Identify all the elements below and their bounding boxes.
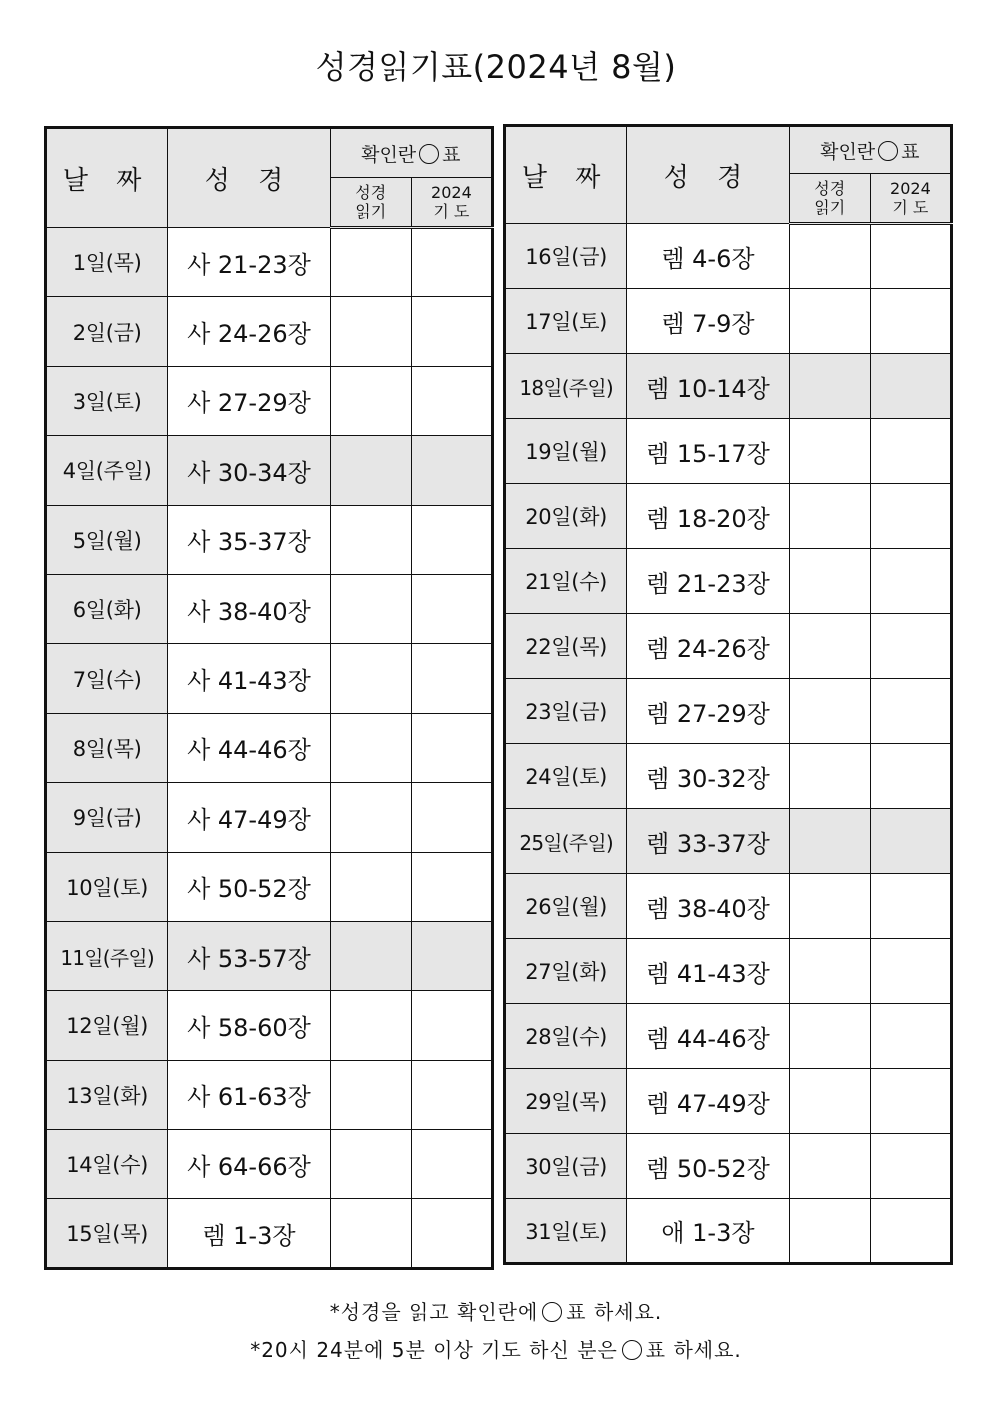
scripture-cell: 사 53-57장 — [168, 921, 330, 990]
reading-row — [46, 1060, 493, 1129]
reading-row — [505, 354, 952, 419]
reading-row — [505, 1004, 952, 1069]
prayer-check-box[interactable] — [411, 228, 492, 297]
reading-row — [46, 1130, 493, 1199]
header-prayer — [870, 174, 951, 224]
reading-check-box[interactable] — [330, 644, 411, 713]
prayer-check-box[interactable] — [411, 436, 492, 505]
instructions — [0, 1296, 992, 1372]
date-cell: 5일(월) — [46, 505, 168, 574]
scripture-cell: 사 35-37장 — [168, 505, 330, 574]
reading-row — [46, 297, 493, 366]
note-1-text: *성경을 읽고 확인란에 — [329, 1300, 539, 1324]
date-cell: 12일(월) — [46, 991, 168, 1060]
scripture-cell: 애 1-3장 — [627, 1199, 789, 1264]
date-cell: 17일(토) — [505, 289, 627, 354]
header-pray-line1: 2024 — [890, 179, 931, 198]
reading-row — [46, 228, 493, 297]
scripture-cell: 렘 38-40장 — [627, 874, 789, 939]
note-line-1 — [0, 1296, 992, 1334]
header-prayer — [411, 178, 492, 228]
reading-check-box[interactable] — [330, 1199, 411, 1268]
reading-check-box[interactable] — [789, 224, 870, 289]
reading-row — [505, 1069, 952, 1134]
header-scripture: 성 경 — [168, 128, 330, 228]
scripture-cell: 렘 41-43장 — [627, 939, 789, 1004]
date-cell: 4일(주일) — [46, 436, 168, 505]
header-read-line2: 읽기 — [355, 202, 387, 221]
date-cell: 21일(수) — [505, 549, 627, 614]
reading-row — [46, 852, 493, 921]
confirm-label: 확인란 — [361, 143, 417, 166]
date-cell: 13일(화) — [46, 1060, 168, 1129]
circle-mark-icon — [878, 141, 898, 161]
scripture-cell: 렘 33-37장 — [627, 809, 789, 874]
prayer-check-box[interactable] — [870, 354, 951, 419]
reading-row — [505, 874, 952, 939]
date-cell: 23일(금) — [505, 679, 627, 744]
reading-row — [505, 809, 952, 874]
date-cell: 28일(수) — [505, 1004, 627, 1069]
reading-check-box[interactable] — [330, 921, 411, 990]
scripture-cell: 렘 1-3장 — [168, 1199, 330, 1268]
header-pray-line2: 기 도 — [433, 202, 470, 221]
prayer-check-box[interactable] — [870, 549, 951, 614]
scripture-cell: 사 44-46장 — [168, 713, 330, 782]
date-cell: 22일(목) — [505, 614, 627, 679]
reading-check-box[interactable] — [789, 1069, 870, 1134]
date-cell: 11일(주일) — [46, 921, 168, 990]
reading-row — [46, 991, 493, 1060]
date-cell: 6일(화) — [46, 574, 168, 643]
scripture-cell: 렘 7-9장 — [627, 289, 789, 354]
date-cell: 30일(금) — [505, 1134, 627, 1199]
date-cell: 7일(수) — [46, 644, 168, 713]
circle-mark-icon — [542, 1302, 562, 1322]
reading-row — [46, 921, 493, 990]
prayer-check-box[interactable] — [870, 744, 951, 809]
reading-check-box[interactable] — [330, 366, 411, 435]
reading-row — [505, 939, 952, 1004]
reading-row — [46, 644, 493, 713]
date-cell: 16일(금) — [505, 224, 627, 289]
reading-row — [505, 549, 952, 614]
reading-check-box[interactable] — [330, 228, 411, 297]
prayer-check-box[interactable] — [870, 939, 951, 1004]
reading-row — [46, 505, 493, 574]
scripture-cell: 사 64-66장 — [168, 1130, 330, 1199]
page-title: 성경읽기표(2024년 8월) — [315, 48, 677, 86]
scripture-cell: 렘 21-23장 — [627, 549, 789, 614]
circle-mark-icon — [419, 144, 439, 164]
prayer-check-box[interactable] — [411, 574, 492, 643]
reading-check-box[interactable] — [330, 1060, 411, 1129]
prayer-check-box[interactable] — [411, 366, 492, 435]
reading-row — [505, 1134, 952, 1199]
reading-check-box[interactable] — [330, 852, 411, 921]
scripture-cell: 렘 4-6장 — [627, 224, 789, 289]
prayer-check-box[interactable] — [411, 921, 492, 990]
scripture-cell: 사 27-29장 — [168, 366, 330, 435]
scripture-cell: 렘 47-49장 — [627, 1069, 789, 1134]
scripture-cell: 사 24-26장 — [168, 297, 330, 366]
header-confirm — [789, 126, 951, 174]
reading-row — [46, 574, 493, 643]
prayer-check-box[interactable] — [870, 419, 951, 484]
reading-row — [505, 419, 952, 484]
date-cell: 8일(목) — [46, 713, 168, 782]
confirm-label: 확인란 — [820, 140, 876, 163]
reading-check-box[interactable] — [330, 1130, 411, 1199]
date-cell: 20일(화) — [505, 484, 627, 549]
date-cell: 2일(금) — [46, 297, 168, 366]
scripture-cell: 렘 50-52장 — [627, 1134, 789, 1199]
scripture-cell: 렘 24-26장 — [627, 614, 789, 679]
prayer-check-box[interactable] — [411, 297, 492, 366]
reading-row — [46, 366, 493, 435]
scripture-cell: 사 41-43장 — [168, 644, 330, 713]
note-1-suffix: 표 하세요. — [566, 1300, 663, 1324]
prayer-check-box[interactable] — [870, 224, 951, 289]
prayer-check-box[interactable] — [870, 809, 951, 874]
reading-row — [505, 289, 952, 354]
date-cell: 26일(월) — [505, 874, 627, 939]
circle-mark-icon — [622, 1340, 642, 1360]
date-cell: 9일(금) — [46, 783, 168, 852]
reading-check-box[interactable] — [789, 289, 870, 354]
header-pray-line1: 2024 — [431, 183, 472, 202]
reading-row — [505, 224, 952, 289]
note-2-text: *20시 24분에 5분 이상 기도 하신 분은 — [250, 1338, 618, 1362]
date-cell: 10일(토) — [46, 852, 168, 921]
scripture-cell: 사 30-34장 — [168, 436, 330, 505]
scripture-cell: 렘 27-29장 — [627, 679, 789, 744]
prayer-check-box[interactable] — [870, 614, 951, 679]
reading-row — [505, 1199, 952, 1264]
reading-check-box[interactable] — [789, 809, 870, 874]
reading-check-box[interactable] — [789, 679, 870, 744]
date-cell: 14일(수) — [46, 1130, 168, 1199]
reading-table-left — [44, 126, 494, 1270]
reading-check-box[interactable] — [330, 436, 411, 505]
reading-check-box[interactable] — [789, 1134, 870, 1199]
reading-check-box[interactable] — [330, 297, 411, 366]
header-read-line1: 성경 — [814, 179, 846, 198]
prayer-check-box[interactable] — [411, 1130, 492, 1199]
reading-check-box[interactable] — [789, 484, 870, 549]
reading-row — [46, 1199, 493, 1268]
header-date: 날 짜 — [505, 126, 627, 224]
reading-check-box[interactable] — [330, 783, 411, 852]
confirm-suffix: 표 — [442, 143, 461, 166]
confirm-suffix: 표 — [901, 140, 920, 163]
reading-check-box[interactable] — [330, 991, 411, 1060]
note-line-2 — [0, 1334, 992, 1372]
reading-table-right — [503, 124, 953, 1265]
reading-row — [505, 614, 952, 679]
reading-check-box[interactable] — [789, 1004, 870, 1069]
prayer-check-box[interactable] — [411, 783, 492, 852]
prayer-check-box[interactable] — [870, 1199, 951, 1264]
reading-row — [46, 713, 493, 782]
prayer-check-box[interactable] — [870, 289, 951, 354]
prayer-check-box[interactable] — [411, 1199, 492, 1268]
scripture-cell: 사 47-49장 — [168, 783, 330, 852]
reading-check-box[interactable] — [330, 574, 411, 643]
date-cell: 1일(목) — [46, 228, 168, 297]
prayer-check-box[interactable] — [870, 874, 951, 939]
date-cell: 24일(토) — [505, 744, 627, 809]
scripture-cell: 사 50-52장 — [168, 852, 330, 921]
reading-check-box[interactable] — [789, 939, 870, 1004]
date-cell: 27일(화) — [505, 939, 627, 1004]
date-cell: 25일(주일) — [505, 809, 627, 874]
prayer-check-box[interactable] — [411, 505, 492, 574]
prayer-check-box[interactable] — [870, 1004, 951, 1069]
scripture-cell: 사 38-40장 — [168, 574, 330, 643]
header-bible-reading — [330, 178, 411, 228]
header-bible-reading — [789, 174, 870, 224]
header-read-line2: 읽기 — [814, 198, 846, 217]
header-confirm — [330, 128, 492, 178]
date-cell: 29일(목) — [505, 1069, 627, 1134]
scripture-cell: 사 58-60장 — [168, 991, 330, 1060]
header-read-line1: 성경 — [355, 183, 387, 202]
prayer-check-box[interactable] — [870, 679, 951, 744]
header-date: 날 짜 — [46, 128, 168, 228]
header-pray-line2: 기 도 — [892, 198, 929, 217]
prayer-check-box[interactable] — [411, 644, 492, 713]
prayer-check-box[interactable] — [411, 852, 492, 921]
date-cell: 15일(목) — [46, 1199, 168, 1268]
scripture-cell: 렘 30-32장 — [627, 744, 789, 809]
reading-check-box[interactable] — [789, 549, 870, 614]
scripture-cell: 사 21-23장 — [168, 228, 330, 297]
scripture-cell: 렘 10-14장 — [627, 354, 789, 419]
reading-row — [505, 744, 952, 809]
reading-check-box[interactable] — [789, 744, 870, 809]
scripture-cell: 렘 15-17장 — [627, 419, 789, 484]
date-cell: 31일(토) — [505, 1199, 627, 1264]
prayer-check-box[interactable] — [411, 991, 492, 1060]
scripture-cell: 사 61-63장 — [168, 1060, 330, 1129]
reading-check-box[interactable] — [789, 614, 870, 679]
reading-check-box[interactable] — [789, 354, 870, 419]
prayer-check-box[interactable] — [411, 1060, 492, 1129]
reading-row — [505, 679, 952, 744]
header-scripture: 성 경 — [627, 126, 789, 224]
reading-row — [46, 436, 493, 505]
date-cell: 3일(토) — [46, 366, 168, 435]
reading-check-box[interactable] — [330, 505, 411, 574]
reading-row — [46, 783, 493, 852]
reading-row — [505, 484, 952, 549]
prayer-check-box[interactable] — [870, 1134, 951, 1199]
note-2-suffix: 표 하세요. — [645, 1338, 742, 1362]
reading-check-box[interactable] — [789, 874, 870, 939]
scripture-cell: 렘 44-46장 — [627, 1004, 789, 1069]
date-cell: 18일(주일) — [505, 354, 627, 419]
reading-check-box[interactable] — [330, 713, 411, 782]
scripture-cell: 렘 18-20장 — [627, 484, 789, 549]
reading-check-box[interactable] — [789, 1199, 870, 1264]
prayer-check-box[interactable] — [870, 1069, 951, 1134]
reading-check-box[interactable] — [789, 419, 870, 484]
date-cell: 19일(월) — [505, 419, 627, 484]
prayer-check-box[interactable] — [411, 713, 492, 782]
prayer-check-box[interactable] — [870, 484, 951, 549]
